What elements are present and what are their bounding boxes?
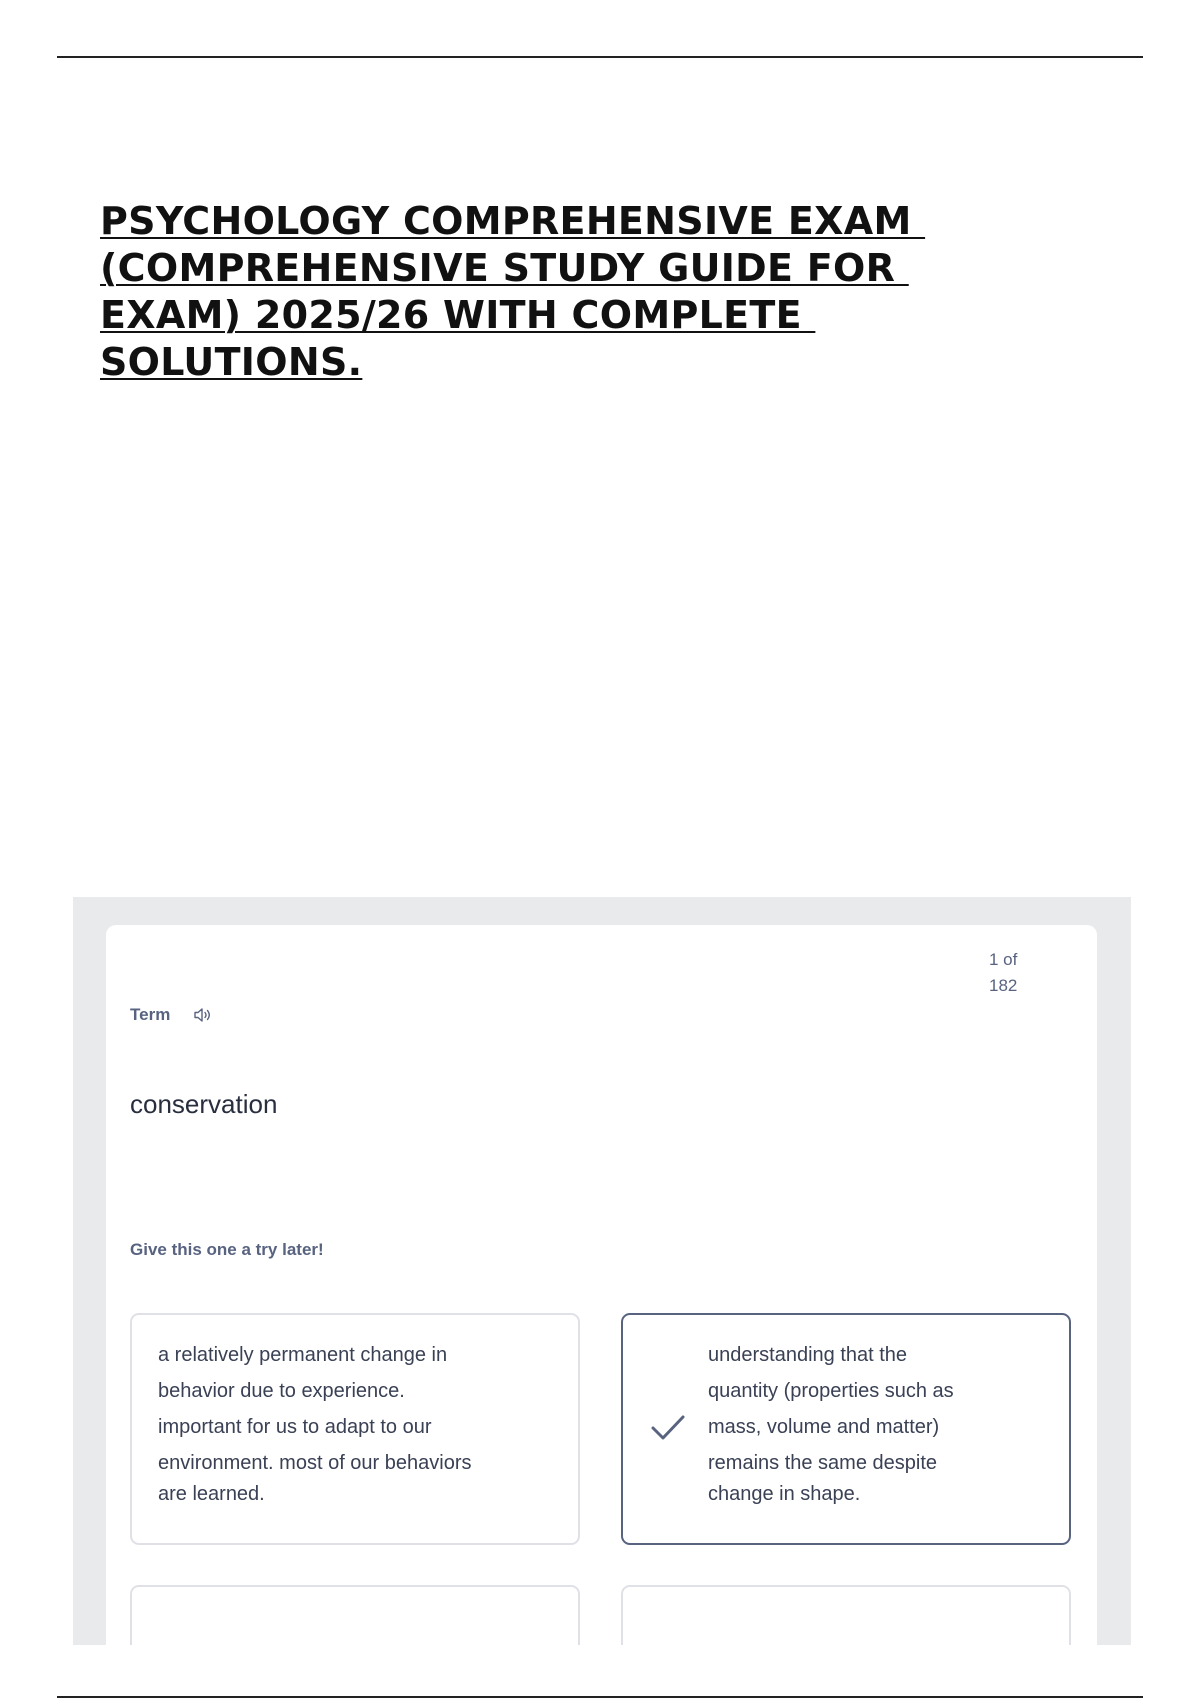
option-1-line: important for us to adapt to our — [158, 1416, 432, 1438]
document-title — [100, 198, 1020, 386]
card-counter — [989, 947, 1039, 999]
counter-line-1: 1 of — [989, 950, 1018, 969]
option-2-line: mass, volume and matter) — [708, 1416, 940, 1438]
option-1-line: a relatively permanent change in — [158, 1344, 448, 1366]
option-2-line: change in shape. — [708, 1483, 861, 1505]
option-1-line: behavior due to experience. — [158, 1380, 405, 1402]
answer-option-2-text — [708, 1337, 1008, 1507]
flashcard — [106, 925, 1097, 1645]
answer-option-3[interactable] — [130, 1585, 580, 1645]
speaker-icon[interactable] — [192, 1006, 214, 1024]
top-rule — [57, 56, 1143, 58]
title-line-4: SOLUTIONS. — [100, 340, 363, 384]
option-2-line: remains the same despite — [708, 1452, 938, 1474]
answer-option-1[interactable] — [130, 1313, 580, 1545]
option-1-line: environment. most of our behaviors — [158, 1452, 472, 1474]
term-text: conservation — [130, 1089, 278, 1119]
option-2-line: understanding that the — [708, 1344, 908, 1366]
bottom-rule — [57, 1696, 1143, 1698]
title-line-1: PSYCHOLOGY COMPREHENSIVE EXAM — [100, 199, 926, 243]
option-1-line: are learned. — [158, 1483, 265, 1505]
title-line-2: (COMPREHENSIVE STUDY GUIDE FOR — [100, 246, 909, 290]
counter-line-2: 182 — [989, 976, 1018, 995]
answer-option-2[interactable] — [621, 1313, 1071, 1545]
option-2-line: quantity (properties such as — [708, 1380, 954, 1402]
term-header — [130, 1005, 214, 1025]
answer-option-1-text — [158, 1337, 538, 1507]
check-icon — [649, 1413, 687, 1443]
flashcard-screenshot — [73, 897, 1131, 1645]
title-line-3: EXAM) 2025/26 WITH COMPLETE — [100, 293, 816, 337]
try-later-hint: Give this one a try later! — [130, 1240, 324, 1259]
term-label: Term — [130, 1005, 171, 1024]
answer-option-4[interactable] — [621, 1585, 1071, 1645]
